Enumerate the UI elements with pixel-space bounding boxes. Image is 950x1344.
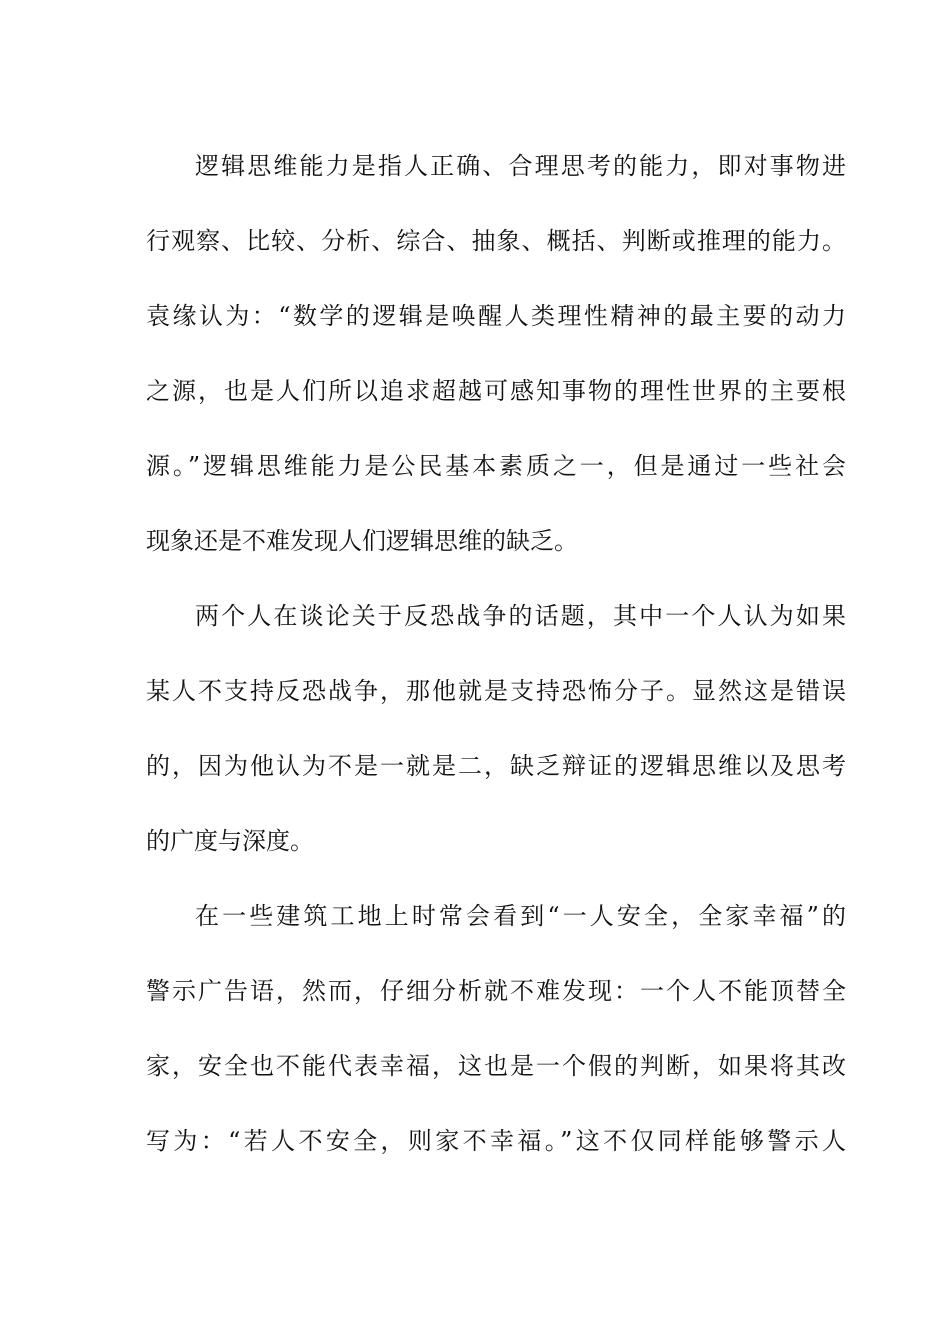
text-line: 警示广告语，然而，仔细分析就不难发现：一个人不能顶替全 bbox=[146, 977, 846, 1005]
text-line: 在一些建筑工地上时常会看到“一人安全，全家幸福”的 bbox=[195, 902, 846, 930]
text-line: 袁缘认为：“数学的逻辑是唤醒人类理性精神的最主要的动力 bbox=[146, 302, 846, 330]
text-line: 的，因为他认为不是一就是二，缺乏辩证的逻辑思维以及思考 bbox=[146, 752, 846, 780]
text-line: 行观察、比较、分析、综合、抽象、概括、判断或推理的能力。 bbox=[146, 227, 846, 255]
text-line: 两个人在谈论关于反恐战争的话题，其中一个人认为如果 bbox=[195, 602, 846, 630]
body-text bbox=[146, 129, 846, 1179]
text-line: 源。”逻辑思维能力是公民基本素质之一，但是通过一些社会 bbox=[146, 452, 846, 480]
text-line: 家，安全也不能代表幸福，这也是一个假的判断，如果将其改 bbox=[146, 1052, 846, 1080]
text-line: 某人不支持反恐战争，那他就是支持恐怖分子。显然这是错误 bbox=[146, 677, 846, 705]
text-line: 现象还是不难发现人们逻辑思维的缺乏。 bbox=[146, 527, 578, 555]
text-line: 的广度与深度。 bbox=[146, 827, 314, 855]
text-line: 写为：“若人不安全，则家不幸福。”这不仅同样能够警示人 bbox=[146, 1127, 846, 1155]
text-line: 逻辑思维能力是指人正确、合理思考的能力，即对事物进 bbox=[195, 152, 846, 180]
text-line: 之源，也是人们所以追求超越可感知事物的理性世界的主要根 bbox=[146, 377, 846, 405]
